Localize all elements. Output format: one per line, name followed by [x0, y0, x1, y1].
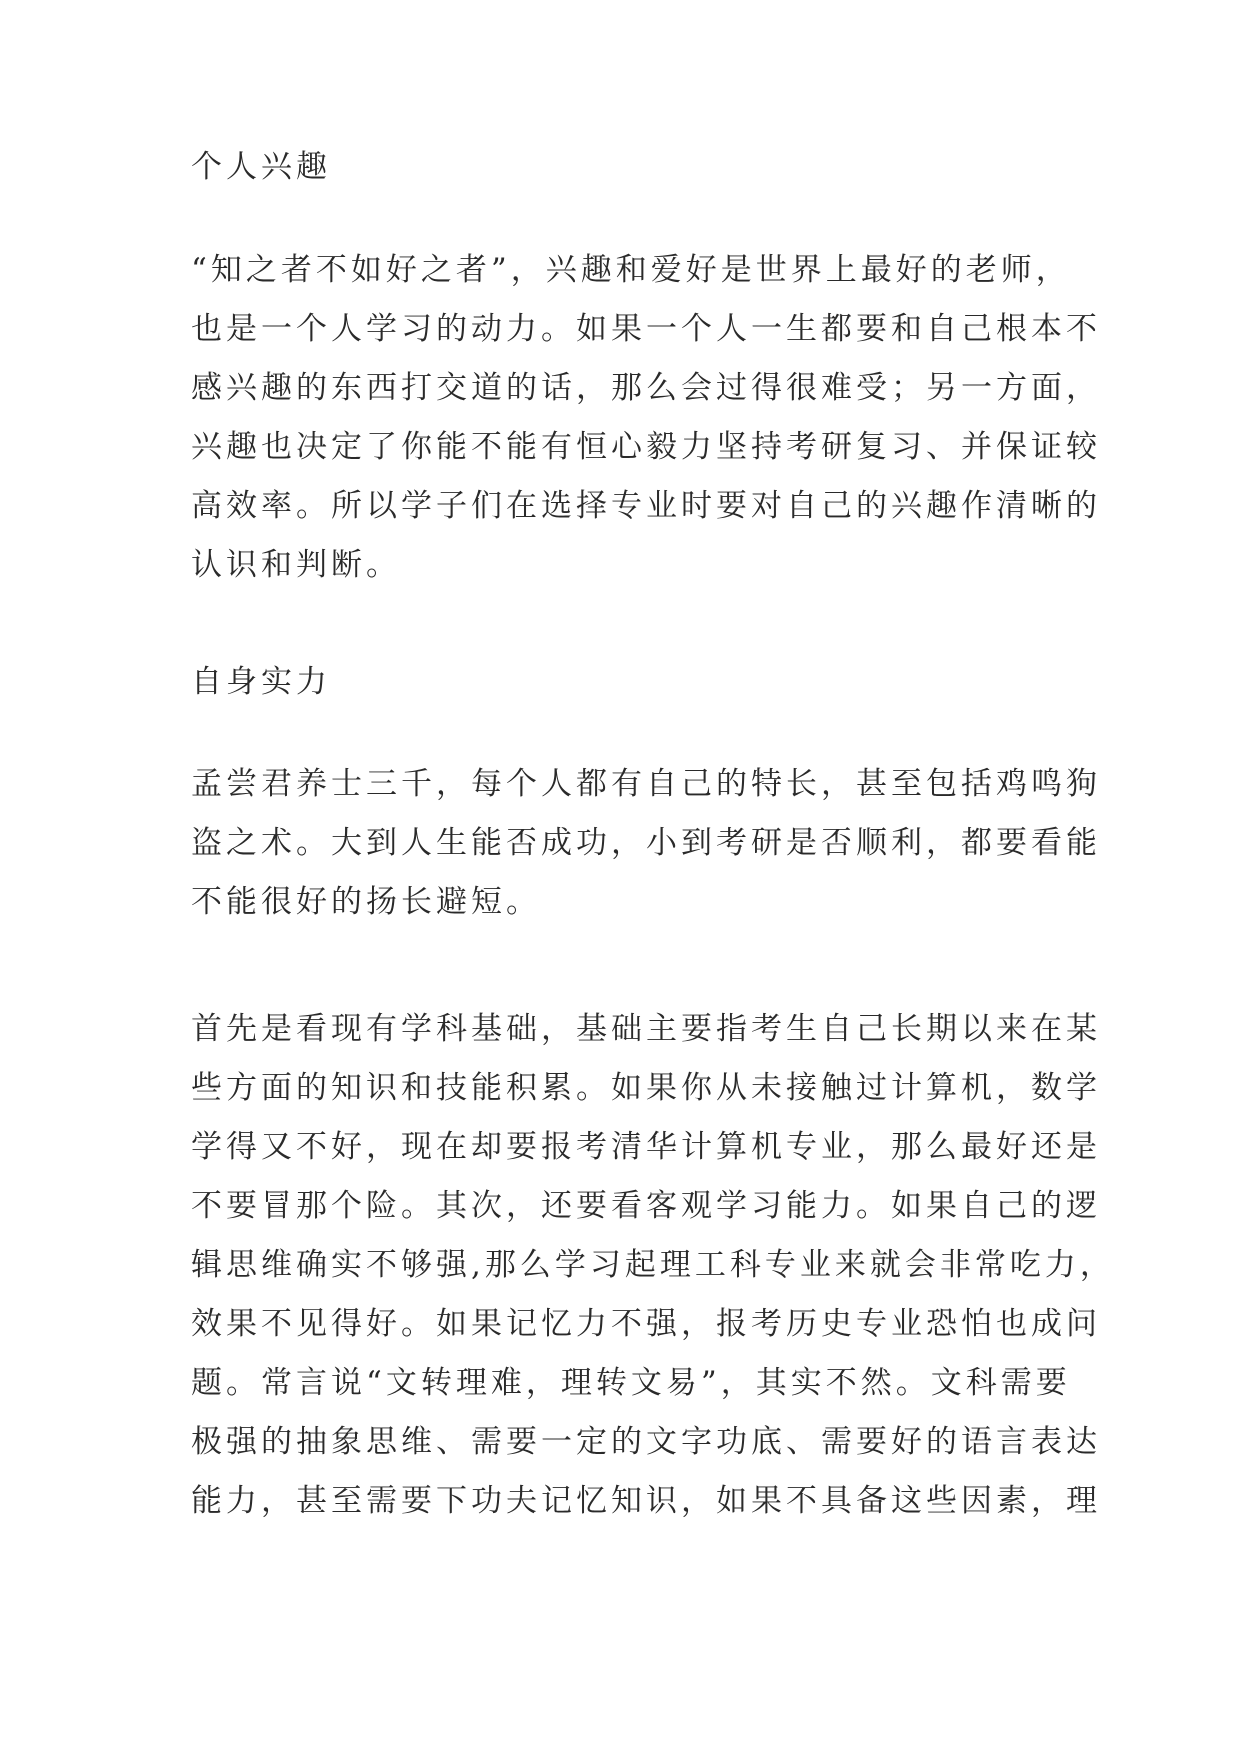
paragraph-line: 认识和判断。 [191, 547, 401, 583]
paragraph-line: 兴趣也决定了你能不能有恒心毅力坚持考研复习、并保证较 [191, 429, 1101, 465]
paragraph-ability-intro [191, 755, 1101, 932]
paragraph-line: “知之者不如好之者”，兴趣和爱好是世界上最好的老师， [191, 252, 1071, 288]
paragraph-line: 极强的抽象思维、需要一定的文字功底、需要好的语言表达 [191, 1424, 1101, 1460]
section-heading-interest [191, 138, 1071, 197]
paragraph-line: 也是一个人学习的动力。如果一个人一生都要和自己根本不 [191, 311, 1101, 347]
section-heading: 自身实力 [191, 664, 331, 700]
paragraph-line: 学得又不好，现在却要报考清华计算机专业，那么最好还是 [191, 1129, 1101, 1165]
paragraph-line: 高效率。所以学子们在选择专业时要对自己的兴趣作清晰的 [191, 488, 1101, 524]
paragraph-line: 效果不见得好。如果记忆力不强，报考历史专业恐怕也成问 [191, 1306, 1101, 1342]
paragraph-line: 辑思维确实不够强,那么学习起理工科专业来就会非常吃力， [191, 1247, 1115, 1283]
paragraph-line: 能力，甚至需要下功夫记忆知识，如果不具备这些因素，理 [191, 1483, 1101, 1519]
paragraph-line: 首先是看现有学科基础，基础主要指考生自己长期以来在某 [191, 1011, 1101, 1047]
paragraph-interest [191, 241, 1101, 595]
section-heading-ability [191, 653, 1071, 712]
paragraph-line: 不要冒那个险。其次，还要看客观学习能力。如果自己的逻 [191, 1188, 1101, 1224]
paragraph-line: 题。常言说“文转理难，理转文易”，其实不然。文科需要 [191, 1365, 1071, 1401]
section-heading: 个人兴趣 [191, 149, 331, 185]
paragraph-line: 盗之术。大到人生能否成功，小到考研是否顺利，都要看能 [191, 825, 1101, 861]
paragraph-line: 些方面的知识和技能积累。如果你从未接触过计算机，数学 [191, 1070, 1101, 1106]
paragraph-line: 不能很好的扬长避短。 [191, 884, 541, 920]
paragraph-line: 孟尝君养士三千，每个人都有自己的特长，甚至包括鸡鸣狗 [191, 766, 1101, 802]
paragraph-ability-detail [191, 1000, 1115, 1531]
paragraph-line: 感兴趣的东西打交道的话，那么会过得很难受；另一方面， [191, 370, 1101, 406]
